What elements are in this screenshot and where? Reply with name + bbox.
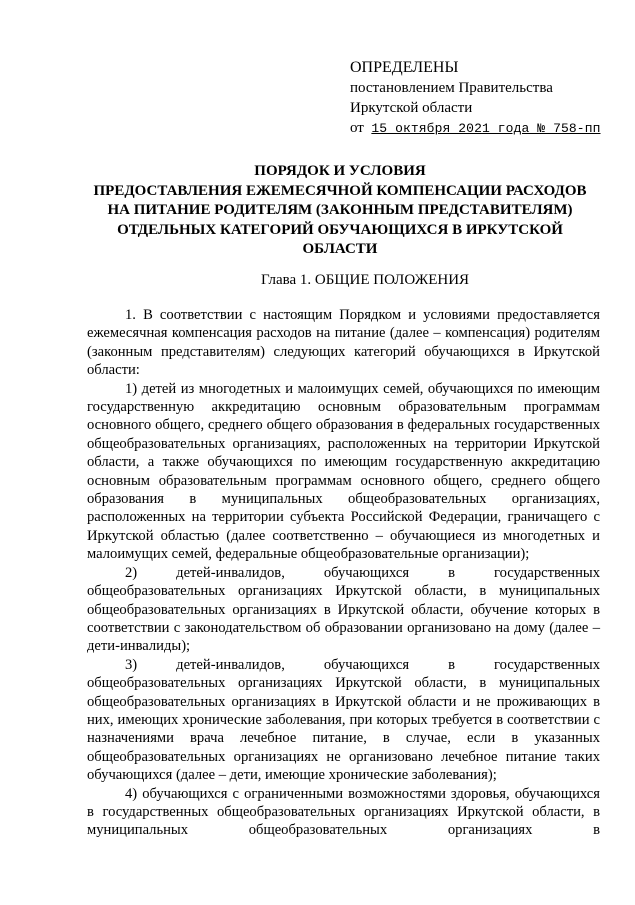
list-item-2: 2) детей-инвалидов, обучающихся в государственных общеобразовательных организациях Иркутской области, в муниципальных общеобразовательных организациях в Иркутской области, обучение которых в соответствии с законодательством об образовании организовано на дому (далее – дети-инвалиды); xyxy=(87,564,600,655)
list-item-4: 4) обучающихся с ограниченными возможностями здоровья, обучающихся в государственных общеобразовательных организациях Иркутской области, в муниципальных общеобразовательных организациях в xyxy=(87,785,600,839)
heading-line-1: ПОРЯДОК И УСЛОВИЯ xyxy=(254,163,426,179)
heading-line-5: ОБЛАСТИ xyxy=(302,241,378,257)
approval-line-region: Иркутской области xyxy=(350,100,473,116)
document-heading xyxy=(70,162,610,260)
heading-line-2: ПРЕДОСТАВЛЕНИЯ ЕЖЕМЕСЯЧНОЙ КОМПЕНСАЦИИ РАСХОДОВ xyxy=(93,182,587,199)
approval-date-value: 15 октября 2021 года № 758-пп xyxy=(371,121,601,136)
list-item-3: 3) детей-инвалидов, обучающихся в государственных общеобразовательных организациях Иркутской области, в муниципальных общеобразовательных организациях в Иркутской области и не проживающих в них, имеющих хронические заболевания, при которых требуется в соответствии с назначениями врача лечебное питание, в случае, если в указанных общеобразовательных организациях не организовано лечебное питание таких обучающихся (далее – дети, имеющие хронические заболевания); xyxy=(87,656,600,784)
heading-line-4: ОТДЕЛЬНЫХ КАТЕГОРИЙ ОБУЧАЮЩИХСЯ В ИРКУТСКОЙ xyxy=(117,221,563,238)
list-item-1: 1) детей из многодетных и малоимущих семей, обучающихся по имеющим государственную аккредитацию основным образовательным программам основного общего, среднего общего образования в федеральных государственных общеобразовательных организациях, расположенных на территории Иркутской области, а также обучающихся по имеющим государственную аккредитацию основным образовательным программам основного общего, среднего общего образования в муниципальных общеобразовательных организациях, расположенных на территории субъекта Российской Федерации, граничащего с Иркутской областью (далее соответственно – обучающиеся из многодетных и малоимущих семей, федеральные общеобразовательные организации); xyxy=(87,380,600,563)
paragraph-1: 1. В соответствии с настоящим Порядком и условиями предоставляется ежемесячная компенсация расходов на питание (далее – компенсация) родителям (законным представителям) следующих категорий обучающихся в Иркутской области: xyxy=(87,307,600,379)
approval-date-prefix: от xyxy=(350,120,364,136)
approval-line-resolution: постановлением Правительства xyxy=(350,80,553,96)
heading-line-3: НА ПИТАНИЕ РОДИТЕЛЯМ (ЗАКОННЫМ ПРЕДСТАВИТЕЛЯМ) xyxy=(107,202,573,218)
approval-title: ОПРЕДЕЛЕНЫ xyxy=(350,59,459,76)
document-body xyxy=(87,306,600,840)
approval-block xyxy=(350,58,630,139)
chapter-title: Глава 1. ОБЩИЕ ПОЛОЖЕНИЯ xyxy=(260,272,470,288)
approval-date-line xyxy=(350,118,630,139)
